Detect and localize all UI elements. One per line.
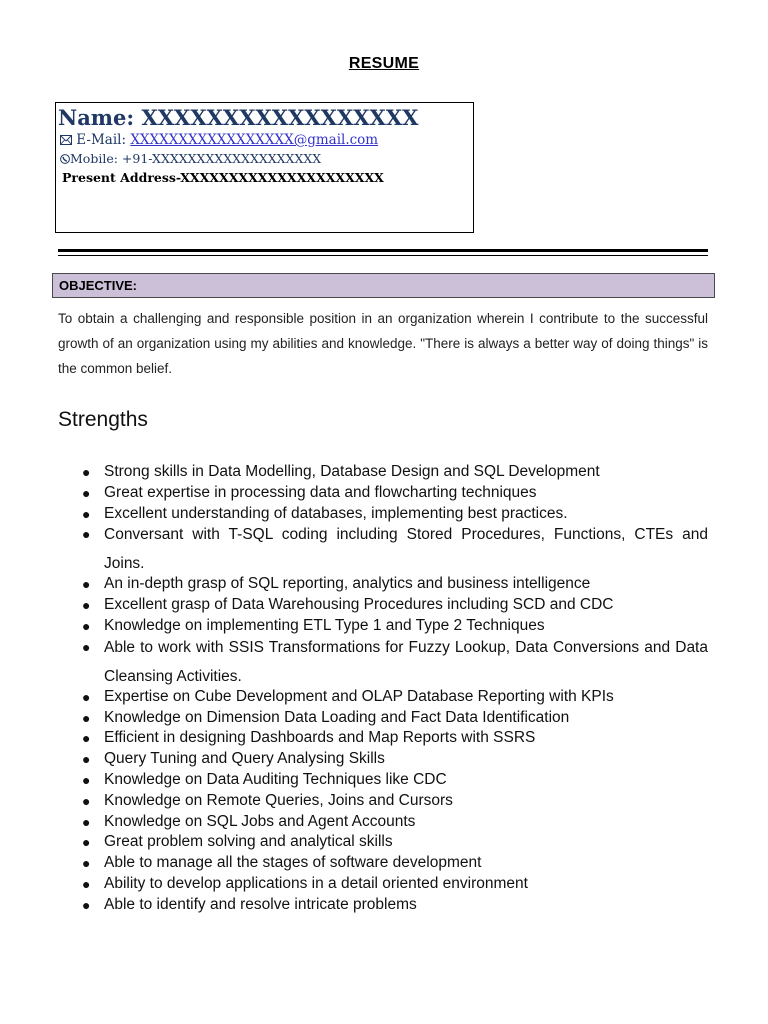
divider-thick: [58, 249, 708, 252]
bullet-icon: ●: [82, 638, 91, 655]
list-item: ● Excellent grasp of Data Warehousing Procedures including SCD and CDC: [104, 595, 708, 616]
bullet-icon: ●: [82, 875, 91, 892]
list-item: ● Knowledge on Data Auditing Techniques like CDC: [104, 770, 708, 791]
list-item: ● Excellent understanding of databases, implementing best practices.: [104, 504, 708, 525]
strengths-heading: Strengths: [58, 408, 148, 431]
candidate-name: Name: XXXXXXXXXXXXXXXXX: [58, 105, 419, 130]
list-item: ● Great problem solving and analytical skills: [104, 832, 708, 853]
mobile-number: Mobile: +91-XXXXXXXXXXXXXXXXXXX: [70, 151, 322, 166]
divider-thin: [58, 255, 708, 256]
present-address: Present Address-XXXXXXXXXXXXXXXXXXXXX: [62, 170, 384, 185]
email-label: E-Mail:: [76, 132, 131, 148]
bullet-icon: ●: [82, 576, 91, 593]
bullet-icon: ●: [82, 792, 91, 809]
list-item: ● Query Tuning and Query Analysing Skills: [104, 749, 708, 770]
email-link[interactable]: XXXXXXXXXXXXXXXXX@gmail.com: [130, 132, 379, 148]
bullet-icon: ●: [82, 617, 91, 634]
list-item: ● Able to work with SSIS Transformations for Fuzzy Lookup, Data Conversions and Data Cleansing Activities.: [104, 633, 708, 691]
list-item: ● Knowledge on implementing ETL Type 1 and Type 2 Techniques: [104, 616, 708, 637]
list-item: ● Knowledge on Dimension Data Loading and Fact Data Identification: [104, 708, 708, 729]
bullet-icon: ●: [82, 896, 91, 913]
email-line: [60, 132, 378, 148]
list-item: ● Knowledge on SQL Jobs and Agent Accounts: [104, 812, 708, 833]
objective-label: OBJECTIVE:: [59, 278, 138, 293]
bullet-icon: ●: [82, 751, 91, 768]
resume-title: RESUME: [348, 55, 420, 72]
list-item: ● Able to manage all the stages of software development: [104, 853, 708, 874]
list-item: ● Expertise on Cube Development and OLAP Database Reporting with KPIs: [104, 687, 708, 708]
bullet-icon: ●: [82, 597, 91, 614]
list-item: ● Strong skills in Data Modelling, Database Design and SQL Development: [104, 462, 708, 483]
list-item: ● Great expertise in processing data and flowcharting techniques: [104, 483, 708, 504]
list-item: ● Ability to develop applications in a detail oriented environment: [104, 874, 708, 895]
strengths-list: [82, 462, 708, 916]
contact-box: [55, 102, 474, 233]
bullet-icon: ●: [82, 505, 91, 522]
list-item: ● An in-depth grasp of SQL reporting, analytics and business intelligence: [104, 574, 708, 595]
bullet-icon: ●: [82, 730, 91, 747]
bullet-icon: ●: [82, 526, 91, 543]
list-item: ● Conversant with T-SQL coding including Stored Procedures, Functions, CTEs and Joins.: [104, 520, 708, 578]
bullet-icon: ●: [82, 813, 91, 830]
list-item: ● Knowledge on Remote Queries, Joins and Cursors: [104, 791, 708, 812]
bullet-icon: ●: [82, 771, 91, 788]
bullet-icon: ●: [82, 688, 91, 705]
list-item: ● Efficient in designing Dashboards and Map Reports with SSRS: [104, 728, 708, 749]
list-item: ● Able to identify and resolve intricate problems: [104, 895, 708, 916]
bullet-icon: ●: [82, 709, 91, 726]
bullet-icon: ●: [82, 834, 91, 851]
mobile-line: [60, 151, 321, 166]
envelope-icon: [60, 132, 72, 148]
objective-text: To obtain a challenging and responsible position in an organization wherein I contribute to the successful growth of an organization using my abilities and knowledge. "There is always a better way of doing things" is the common belief.: [58, 311, 708, 376]
bullet-icon: ●: [82, 855, 91, 872]
phone-icon: [60, 151, 70, 166]
objective-header: [52, 273, 715, 298]
bullet-icon: ●: [82, 484, 91, 501]
bullet-icon: ●: [82, 464, 91, 480]
